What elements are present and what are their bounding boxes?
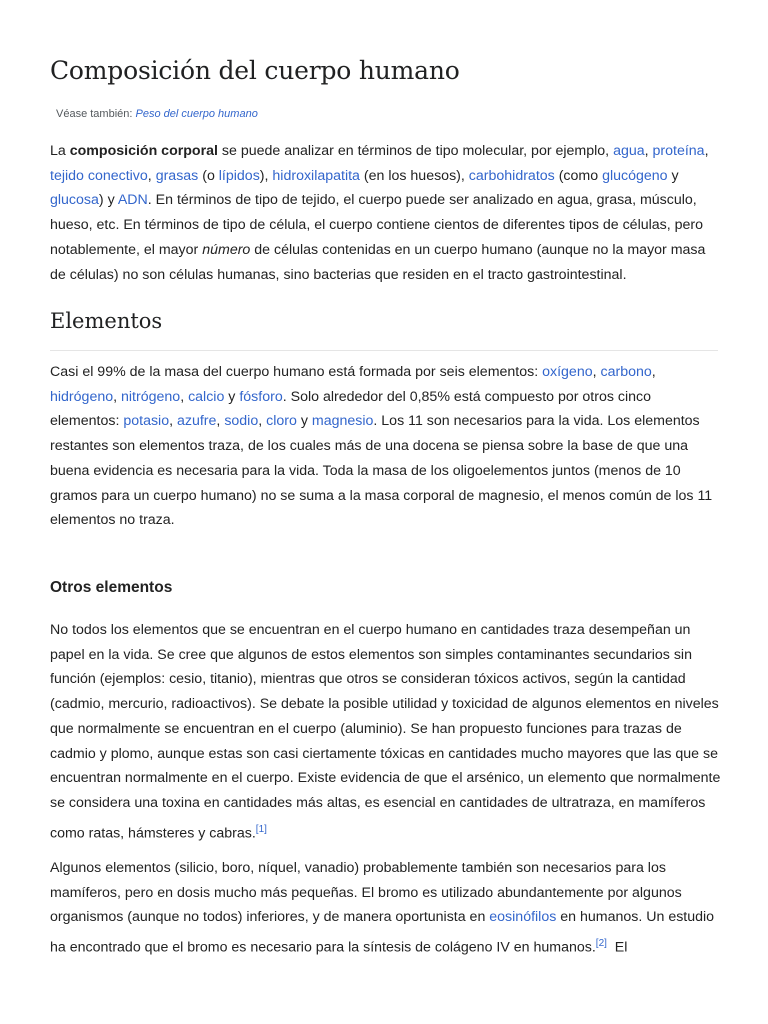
elementos-text: , xyxy=(592,364,601,380)
intro-text: (como xyxy=(554,167,603,184)
reference-marker xyxy=(596,935,607,949)
otros-text: Algunos elementos (silicio, boro, níquel, vanadio) probablemente también son necesarios para los mamíferos, pero en dosis mucho más pequeñas. El bromo es utilizado abundantemente por algunos organismos (aunque no todos) inferiores, y de manera oportunista en xyxy=(50,860,682,926)
link-calcio[interactable]: calcio xyxy=(188,388,225,405)
link-eosinofilos[interactable]: eosinófilos xyxy=(489,909,557,926)
link-agua[interactable]: agua xyxy=(613,143,645,159)
elementos-text: , xyxy=(180,388,189,405)
link-tejido-conectivo[interactable]: tejido conectivo xyxy=(50,167,148,184)
link-cloro[interactable]: cloro xyxy=(266,413,297,430)
link-hidroxilapatita[interactable]: hidroxilapatita xyxy=(272,167,360,184)
hatnote xyxy=(56,108,258,120)
elementos-text: , xyxy=(113,388,122,405)
reference-link-1[interactable]: [1] xyxy=(255,823,267,835)
link-glucosa[interactable]: glucosa xyxy=(50,192,99,209)
link-hidrogeno[interactable]: hidrógeno xyxy=(50,388,114,405)
intro-text: se puede analizar en términos de tipo molecular, por ejemplo, xyxy=(217,143,614,159)
elementos-text: , xyxy=(169,413,177,430)
link-oxigeno[interactable]: oxígeno xyxy=(542,364,593,380)
intro-text: y xyxy=(667,167,679,184)
otros-paragraph-2 xyxy=(50,856,722,961)
page-title: Composición del cuerpo humano xyxy=(50,56,460,85)
link-adn[interactable]: ADN xyxy=(117,192,148,209)
section-divider xyxy=(50,350,718,351)
intro-text: ) y xyxy=(98,192,118,209)
hatnote-prefix: Véase también: xyxy=(56,108,136,120)
elementos-text: , xyxy=(216,413,225,430)
link-grasas[interactable]: grasas xyxy=(155,167,199,184)
intro-text: (en los huesos), xyxy=(359,167,469,184)
link-proteina[interactable]: proteína xyxy=(652,143,705,159)
intro-text: . En términos de tipo de tejido, el cuerpo puede ser analizado en agua, grasa, músculo, hueso, etc. En términos de tipo de célula, el cuerpo contiene cientos de diferentes tipos de células, pero notablemente, el mayor xyxy=(50,192,704,258)
elementos-text: . Los 11 son necesarios para la vida. Los elementos restantes son elementos traza, de los cuales más de una docena se piensa sobre la base de que una buena evidencia es necesaria para la vida. Toda la masa de los oligoelementos juntos (menos de 10 gramos para un cuerpo humano) no se suma a la masa corporal de magnesio, el menos común de los 11 elementos no traza. xyxy=(50,413,713,529)
section-heading-elementos: Elementos xyxy=(50,309,163,333)
elementos-text: y xyxy=(296,413,312,430)
elementos-text: y xyxy=(224,388,240,405)
link-nitrogeno[interactable]: nitrógeno xyxy=(121,388,181,405)
intro-text: (o xyxy=(198,167,219,184)
link-carbono[interactable]: carbono xyxy=(600,364,652,380)
otros-text: en humanos. Un estudio ha encontrado que el bromo es necesario para la síntesis de colágeno IV en humanos. xyxy=(50,909,715,956)
intro-text: La xyxy=(50,143,70,159)
intro-bold-term: composición corporal xyxy=(69,143,218,159)
elementos-text: Casi el 99% de la masa del cuerpo humano está formada por seis elementos: xyxy=(50,364,543,380)
elementos-text: , xyxy=(258,413,267,430)
elementos-text: , xyxy=(651,364,656,380)
link-magnesio[interactable]: magnesio xyxy=(311,413,374,430)
intro-paragraph xyxy=(50,139,722,287)
link-sodio[interactable]: sodio xyxy=(224,413,259,430)
subsection-heading-otros-elementos: Otros elementos xyxy=(50,579,173,596)
reference-marker xyxy=(256,821,267,835)
intro-text: , xyxy=(704,143,709,159)
elementos-paragraph xyxy=(50,360,722,533)
link-fosforo[interactable]: fósforo xyxy=(239,388,283,405)
link-azufre[interactable]: azufre xyxy=(176,413,217,430)
intro-text: , xyxy=(644,143,653,159)
intro-italic-term: número xyxy=(202,241,251,258)
intro-text: de células contenidas en un cuerpo humano (aunque no la mayor masa de células) no son células humanas, sino bacterias que residen en el tracto gastrointestinal. xyxy=(50,241,706,283)
otros-text: No todos los elementos que se encuentran en el cuerpo humano en cantidades traza desempeñan un papel en la vida. Se cree que algunos de estos elementos son simples contaminantes secundarios sin función (ejemplos: cesio, titanio), mientras que otros se consideran tóxicos activos, según la cantidad (cadmio, mercurio, radioactivos). Se debate la posible utilidad y toxicidad de algunos elementos en niveles que normalmente se encuentran en el cuerpo (aluminio). Se han propuesto funciones para trazas de cadmio y plomo, aunque estas son casi ciertamente tóxicas en cantidades mucho mayores que las que se encuentran normalmente en el cuerpo. Existe evidencia de que el arsénico, un elemento que normalmente se considera una toxina en cantidades más altas, es esencial en cantidades de ultratraza, en mamíferos como ratas, hámsteres y cabras. xyxy=(50,622,721,842)
link-glucogeno[interactable]: glucógeno xyxy=(602,167,668,184)
link-lipidos[interactable]: lípidos xyxy=(218,167,260,184)
intro-text: ), xyxy=(259,167,273,184)
elementos-text: . Solo alrededor del 0,85% está compuesto por otros cinco elementos: xyxy=(50,388,652,430)
intro-text: , xyxy=(147,167,156,184)
otros-text: El xyxy=(606,939,628,956)
reference-link-2[interactable]: [2] xyxy=(595,938,607,950)
link-potasio[interactable]: potasio xyxy=(123,413,170,430)
otros-paragraph-1 xyxy=(50,618,722,846)
link-carbohidratos[interactable]: carbohidratos xyxy=(468,167,555,184)
hatnote-link[interactable]: Peso del cuerpo humano xyxy=(135,108,258,120)
